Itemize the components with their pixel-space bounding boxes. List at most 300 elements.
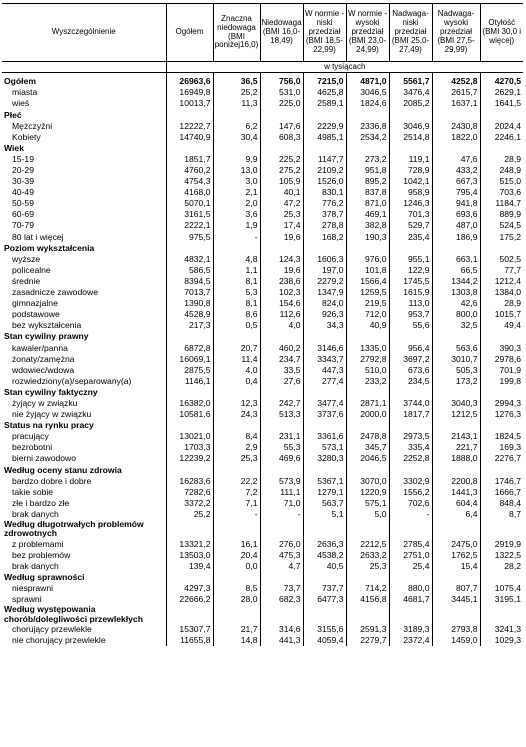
table-cell: 16283,6 [166, 475, 213, 486]
row-label: Kobiety [12, 131, 41, 142]
table-cell: 2279,7 [346, 635, 389, 646]
table-cell: 25,2 [213, 87, 260, 98]
table-cell: 112,6 [260, 309, 303, 320]
table-cell: 1666,7 [480, 486, 523, 497]
table-cell [480, 464, 523, 475]
table-cell: 4625,8 [303, 87, 346, 98]
section-row [2, 331, 523, 342]
table-cell: 2279,2 [303, 276, 346, 287]
table-cell: 702,6 [389, 498, 432, 509]
row-label: brak danych [12, 508, 59, 519]
table-cell [260, 572, 303, 583]
table-cell: 0,5 [213, 320, 260, 331]
table-cell: 4832,1 [166, 254, 213, 265]
table-cell: 941,8 [432, 198, 480, 209]
table-cell: 8394,5 [166, 276, 213, 287]
row-label: wieś [12, 98, 30, 109]
table-cell: 314,6 [260, 624, 303, 635]
table-cell: 390,3 [480, 342, 523, 353]
column-header: Znaczna niedowaga (BMI poniżej16,0) [213, 4, 260, 62]
table-cell: 25,4 [389, 561, 432, 572]
row-label: rozwiedziony(a)/separowany(a) [12, 375, 132, 386]
row-label: bardzo dobre i dobre [12, 475, 92, 486]
table-cell [166, 109, 213, 120]
table-cell: 1015,7 [480, 309, 523, 320]
table-cell: 13021,0 [166, 431, 213, 442]
row-label: 70-79 [12, 220, 34, 231]
table-cell: 5,3 [213, 287, 260, 298]
row-label: wyższe [12, 253, 41, 264]
table-cell: 124,3 [260, 254, 303, 265]
table-cell: 2636,3 [303, 539, 346, 550]
row-label: gimnazjalne [12, 298, 58, 309]
table-row [2, 475, 523, 486]
table-cell: 1390,8 [166, 298, 213, 309]
table-cell: 40,5 [303, 561, 346, 572]
table-cell: 2919,9 [480, 539, 523, 550]
table-cell [213, 387, 260, 398]
row-label: żyjący w związku [12, 397, 78, 408]
table-cell: 186,9 [432, 231, 480, 242]
table-cell: 505,3 [432, 364, 480, 375]
table-cell: 3070,0 [346, 475, 389, 486]
table-row [2, 453, 523, 464]
table-cell: 2229,9 [303, 120, 346, 131]
table-cell [346, 572, 389, 583]
table-cell: 2792,8 [346, 353, 389, 364]
table-cell: 3195,1 [480, 594, 523, 605]
table-cell: 8,1 [213, 276, 260, 287]
table-cell: 4871,0 [346, 73, 389, 88]
table-cell: 1459,0 [432, 635, 480, 646]
table-cell: 4,7 [260, 561, 303, 572]
table-cell: 889,9 [480, 209, 523, 220]
table-cell [303, 420, 346, 431]
table-cell [303, 605, 346, 624]
table-row [2, 165, 523, 176]
table-cell: 2589,1 [303, 98, 346, 109]
table-row [2, 486, 523, 497]
table-row [2, 539, 523, 550]
table-cell [213, 109, 260, 120]
table-cell: 3737,6 [303, 409, 346, 420]
table-cell: 502,5 [480, 254, 523, 265]
table-cell: 1029,3 [480, 635, 523, 646]
table-row [2, 231, 523, 242]
row-label: 15-19 [12, 153, 34, 164]
table-cell: 1259,5 [346, 287, 389, 298]
table-cell [480, 331, 523, 342]
table-cell: 219,5 [346, 298, 389, 309]
table-cell: 234,5 [389, 376, 432, 387]
table-cell: 16069,1 [166, 353, 213, 364]
table-cell: 5,1 [303, 509, 346, 520]
table-cell: 15,4 [432, 561, 480, 572]
row-label: 50-59 [12, 198, 34, 209]
row-label: bez wykształcenia [12, 320, 82, 331]
table-cell: 71,0 [260, 498, 303, 509]
table-cell [260, 109, 303, 120]
table-cell: 9,9 [213, 154, 260, 165]
table-cell: 11,4 [213, 353, 260, 364]
table-cell: 3,0 [213, 176, 260, 187]
table-cell: 16949,8 [166, 87, 213, 98]
table-cell: 4252,8 [432, 73, 480, 88]
table-cell: 6,4 [432, 509, 480, 520]
table-cell: 604,4 [432, 498, 480, 509]
table-cell: 2222,1 [166, 220, 213, 231]
table-cell [303, 331, 346, 342]
table-cell: 101,8 [346, 265, 389, 276]
table-row [2, 276, 523, 287]
table-cell [432, 331, 480, 342]
table-cell: 737,7 [303, 583, 346, 594]
table-cell: 199,8 [480, 376, 523, 387]
table-cell: 955,1 [389, 254, 432, 265]
table-cell: 667,3 [432, 176, 480, 187]
table-cell: 2085,2 [389, 98, 432, 109]
table-cell [260, 605, 303, 624]
table-cell: 122,9 [389, 265, 432, 276]
table-row [2, 342, 523, 353]
column-header: Nadwaga- niski przedział (BMI 25,0-27,49) [389, 4, 432, 62]
table-cell: 608,3 [260, 131, 303, 142]
table-cell: 776,2 [303, 198, 346, 209]
table-row [2, 265, 523, 276]
table-cell: 66,5 [432, 265, 480, 276]
table-cell: 573,9 [260, 475, 303, 486]
table-cell: 102,3 [260, 287, 303, 298]
table-cell [260, 520, 303, 539]
table-cell [213, 331, 260, 342]
table-row [2, 583, 523, 594]
table-cell: 2336,8 [346, 120, 389, 131]
table-cell: 1075,4 [480, 583, 523, 594]
table-cell: 3046,9 [389, 120, 432, 131]
table-cell [389, 143, 432, 154]
table-cell: 1641,5 [480, 98, 523, 109]
table-cell: 510,0 [346, 364, 389, 375]
table-cell: 951,8 [346, 165, 389, 176]
unit-blank [2, 62, 166, 73]
table-cell: 28,9 [480, 298, 523, 309]
table-cell: 33,5 [260, 364, 303, 375]
table-cell: 382,8 [346, 220, 389, 231]
table-cell [389, 464, 432, 475]
table-cell [303, 387, 346, 398]
table-cell: 233,2 [346, 376, 389, 387]
table-cell: 2,1 [213, 187, 260, 198]
table-cell: 693,6 [432, 209, 480, 220]
section-row [2, 572, 523, 583]
table-cell: 2514,8 [389, 131, 432, 142]
table-cell: 1184,7 [480, 198, 523, 209]
table-cell: 8,6 [213, 309, 260, 320]
table-row [2, 298, 523, 309]
table-cell: 12,3 [213, 398, 260, 409]
table-cell: 1322,5 [480, 550, 523, 561]
row-label: pracujący [12, 431, 49, 442]
table-cell: 28,9 [480, 154, 523, 165]
table-cell: 42,6 [432, 298, 480, 309]
table-cell: 1276,3 [480, 409, 523, 420]
table-cell [480, 520, 523, 539]
section-label: Poziom wykształcenia [4, 242, 95, 253]
table-cell: 469,6 [260, 453, 303, 464]
table-cell: 6477,3 [303, 594, 346, 605]
table-cell [432, 520, 480, 539]
table-cell: 2109,2 [303, 165, 346, 176]
unit-row [2, 62, 523, 73]
table-cell: 345,7 [346, 442, 389, 453]
table-cell: 154,6 [260, 298, 303, 309]
table-row [2, 635, 523, 646]
table-cell [432, 572, 480, 583]
table-cell [260, 331, 303, 342]
table-cell: 30,4 [213, 131, 260, 142]
table-cell: 3280,3 [303, 453, 346, 464]
table-cell: 4,0 [260, 320, 303, 331]
table-cell: 529,7 [389, 220, 432, 231]
table-cell: 3477,4 [303, 398, 346, 409]
section-row [2, 242, 523, 253]
table-cell: 17,4 [260, 220, 303, 231]
table-cell [432, 242, 480, 253]
table-cell [480, 143, 523, 154]
table-cell: 4681,7 [389, 594, 432, 605]
table-cell: 11655,8 [166, 635, 213, 646]
table-cell: 1335,0 [346, 342, 389, 353]
table-row [2, 509, 523, 520]
table-cell: 26963,6 [166, 73, 213, 88]
table-cell: 20,7 [213, 342, 260, 353]
section-row [2, 143, 523, 154]
table-cell: 2785,4 [389, 539, 432, 550]
table-cell: 36,5 [213, 73, 260, 88]
table-row [2, 176, 523, 187]
table-cell: 7215,0 [303, 73, 346, 88]
table-cell [346, 331, 389, 342]
table-cell [166, 605, 213, 624]
table-cell: 197,0 [303, 265, 346, 276]
table-cell: 7,2 [213, 486, 260, 497]
table-cell: 49,4 [480, 320, 523, 331]
table-cell [346, 605, 389, 624]
table-cell: 1606,3 [303, 254, 346, 265]
table-cell [389, 109, 432, 120]
table-row [2, 198, 523, 209]
table-cell: 2978,6 [480, 353, 523, 364]
table-cell [303, 109, 346, 120]
table-cell: 1762,5 [432, 550, 480, 561]
table-cell: 3040,3 [432, 398, 480, 409]
table-cell: 958,9 [389, 187, 432, 198]
table-cell: 1615,9 [389, 287, 432, 298]
table-cell: 12239,2 [166, 453, 213, 464]
table-cell [166, 520, 213, 539]
table-cell [432, 109, 480, 120]
table-cell [389, 420, 432, 431]
table-cell: 2994,3 [480, 398, 523, 409]
table-cell: 701,9 [480, 364, 523, 375]
table-cell: 2212,5 [346, 539, 389, 550]
table-cell: 55,3 [260, 442, 303, 453]
table-cell [480, 387, 523, 398]
table-cell: 242,7 [260, 398, 303, 409]
table-cell: 515,0 [480, 176, 523, 187]
row-label: 40-49 [12, 187, 34, 198]
table-cell: 1703,3 [166, 442, 213, 453]
table-row [2, 209, 523, 220]
table-cell: 871,0 [346, 198, 389, 209]
table-cell [346, 420, 389, 431]
table-cell: 113,0 [389, 298, 432, 309]
table-cell [166, 572, 213, 583]
table-cell: 27,6 [260, 376, 303, 387]
table-cell: 1279,1 [303, 486, 346, 497]
table-cell: 2046,5 [346, 453, 389, 464]
table-cell: 2475,0 [432, 539, 480, 550]
table-cell [432, 605, 480, 624]
table-cell: 273,2 [346, 154, 389, 165]
row-label: z problemami [12, 538, 64, 549]
table-cell [213, 143, 260, 154]
table-cell: 701,3 [389, 209, 432, 220]
table-cell: 1851,7 [166, 154, 213, 165]
section-row [2, 605, 523, 624]
section-label: Według oceny stanu zdrowia [4, 464, 122, 475]
table-cell: 586,5 [166, 265, 213, 276]
table-cell: 728,9 [389, 165, 432, 176]
table-cell: 25,3 [346, 561, 389, 572]
table-cell: 2751,0 [389, 550, 432, 561]
table-cell: 378,7 [303, 209, 346, 220]
table-cell: 2,0 [213, 198, 260, 209]
table-cell: 703,6 [480, 187, 523, 198]
table-row [2, 561, 523, 572]
table-cell: 8,1 [213, 298, 260, 309]
table-cell [213, 605, 260, 624]
table-cell: 1212,4 [480, 276, 523, 287]
table-cell: 563,7 [303, 498, 346, 509]
table-cell: 4059,4 [303, 635, 346, 646]
table-cell [346, 143, 389, 154]
table-row [2, 187, 523, 198]
table-cell: 1303,8 [432, 287, 480, 298]
table-cell: 3372,2 [166, 498, 213, 509]
table-cell: 276,0 [260, 539, 303, 550]
table-cell: 13321,2 [166, 539, 213, 550]
table-cell: 40,9 [346, 320, 389, 331]
table-cell [346, 464, 389, 475]
table-cell: 275,2 [260, 165, 303, 176]
table-cell [260, 464, 303, 475]
table-cell: 1441,3 [432, 486, 480, 497]
table-cell: 25,2 [166, 509, 213, 520]
table-cell: 11,3 [213, 98, 260, 109]
table-cell: 447,3 [303, 364, 346, 375]
table-cell: 487,0 [432, 220, 480, 231]
row-label: bezrobotni [12, 442, 53, 453]
table-cell: 2252,8 [389, 453, 432, 464]
table-cell [389, 605, 432, 624]
table-cell: 682,3 [260, 594, 303, 605]
table-cell: 5561,7 [389, 73, 432, 88]
table-cell: 3445,1 [432, 594, 480, 605]
table-cell [303, 520, 346, 539]
table-cell: 19,6 [260, 265, 303, 276]
table-cell: 278,8 [303, 220, 346, 231]
table-cell [166, 464, 213, 475]
table-cell [346, 242, 389, 253]
table-cell: 460,2 [260, 342, 303, 353]
section-row [2, 109, 523, 120]
table-cell: 21,7 [213, 624, 260, 635]
column-header: Ogółem [166, 4, 213, 62]
table-cell: 1384,0 [480, 287, 523, 298]
row-label: Mężczyźni [12, 120, 53, 131]
table-cell: 277,4 [303, 376, 346, 387]
table-cell: 926,3 [303, 309, 346, 320]
section-label: Według sprawności [4, 572, 85, 583]
table-row [2, 254, 523, 265]
table-cell: - [260, 509, 303, 520]
table-cell: 1637,1 [432, 98, 480, 109]
table-row [2, 320, 523, 331]
unit-label: w tysiącach [166, 62, 523, 73]
table-cell: 1526,0 [303, 176, 346, 187]
table-cell [480, 420, 523, 431]
table-cell: 575,1 [346, 498, 389, 509]
section-label: Według długotrwałych problemów zdrowotnych [4, 519, 144, 539]
table-cell: 221,7 [432, 442, 480, 453]
table-cell: 3343,7 [303, 353, 346, 364]
table-cell: 4985,1 [303, 131, 346, 142]
table-cell [303, 242, 346, 253]
table-cell [480, 109, 523, 120]
table-cell: 1817,7 [389, 409, 432, 420]
table-cell [432, 464, 480, 475]
table-cell: 2246,1 [480, 131, 523, 142]
table-cell: 3,6 [213, 209, 260, 220]
table-cell [432, 420, 480, 431]
row-label: nie chorujący przewlekle [12, 635, 106, 646]
table-cell: 1,1 [213, 265, 260, 276]
table-cell: 3189,3 [389, 624, 432, 635]
table-cell: 248,9 [480, 165, 523, 176]
table-cell: 2478,8 [346, 431, 389, 442]
row-label: żonaty/zamężna [12, 353, 75, 364]
table-cell: 975,5 [166, 231, 213, 242]
table-cell: 3046,5 [346, 87, 389, 98]
table-cell: 238,6 [260, 276, 303, 287]
table-cell: 119,1 [389, 154, 432, 165]
table-cell: 441,3 [260, 635, 303, 646]
table-cell: 175,2 [480, 231, 523, 242]
table-cell: 1824,5 [480, 431, 523, 442]
table-cell [213, 242, 260, 253]
table-cell: 8,5 [213, 583, 260, 594]
table-cell: 14740,9 [166, 131, 213, 142]
table-cell: 169,3 [480, 442, 523, 453]
table-cell: 3744,0 [389, 398, 432, 409]
table-cell [213, 420, 260, 431]
table-cell: 8,4 [213, 431, 260, 442]
table-cell: 1,9 [213, 220, 260, 231]
table-cell: 1824,6 [346, 98, 389, 109]
table-cell: 1042,1 [389, 176, 432, 187]
table-cell: 2534,2 [346, 131, 389, 142]
